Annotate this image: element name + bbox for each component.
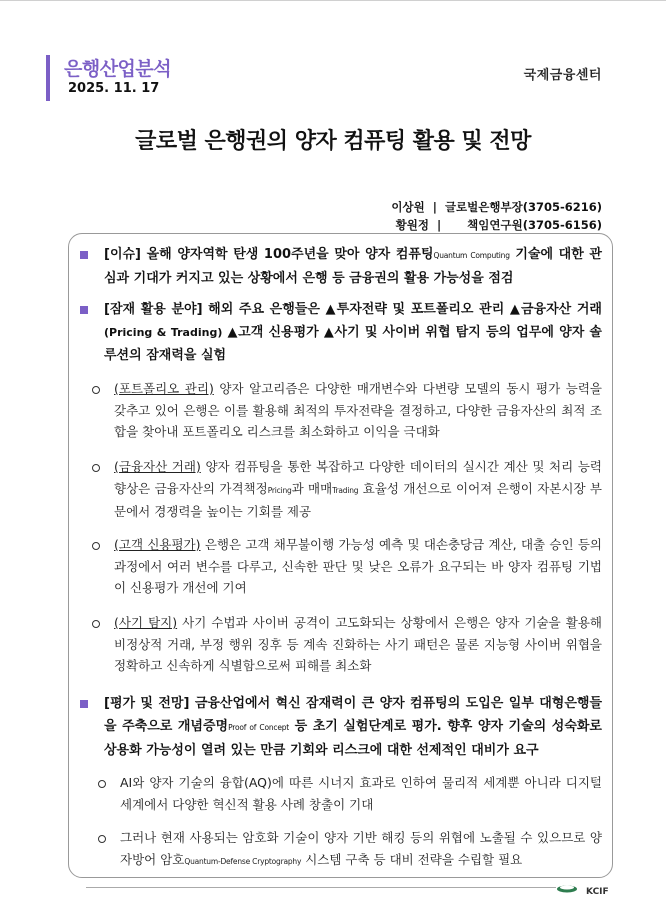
bullet-credit bbox=[114, 534, 602, 599]
author-dept: 글로벌은행부장(3705-6216) bbox=[444, 200, 602, 214]
author-block bbox=[391, 198, 602, 234]
bullet-text: 효율성 개선으로 이어져 은행이 자본시장 부문에서 경쟁력을 높이는 기회를 제공 bbox=[114, 480, 602, 519]
outlook-text: 등 초기 실험단계로 평가. 향후 양자 기술의 성숙화로 상용화 가능성이 열려 있는 만큼 기회와 리스크에 대한 선제적인 대비가 요구 bbox=[104, 719, 602, 758]
author-row: 황원정 | 책임연구원(3705-6156) bbox=[395, 218, 602, 232]
outlook-bullet-ai bbox=[120, 772, 602, 815]
issue-text: 기술에 대한 관심과 기대가 커지고 있는 상황에서 은행 등 금융권의 활용 가능성을 점검 bbox=[104, 247, 602, 286]
square-bullet-icon bbox=[80, 306, 88, 314]
summary-issue bbox=[104, 243, 602, 290]
potential-paren: (Pricing & Trading) bbox=[104, 326, 223, 339]
outlook-text: 금융산업에서 혁신 잠재력이 큰 양자 컴퓨팅의 도입은 일부 대형은행들을 주축으로 개념증명 bbox=[104, 696, 602, 734]
author-name: 이상원 bbox=[391, 200, 425, 214]
potential-text: 해외 주요 은행들은 ▲투자전략 및 포트폴리오 관리 ▲금융자산 거래 bbox=[202, 302, 602, 317]
outlook-term: Proof of Concept bbox=[228, 723, 290, 732]
circle-bullet-icon bbox=[92, 542, 100, 550]
circle-bullet-icon bbox=[92, 464, 100, 472]
bullet-trading bbox=[114, 456, 602, 523]
footer-rule bbox=[86, 887, 556, 888]
potential-tag: [잠재 활용 분야] bbox=[104, 302, 203, 317]
crypto-term: Quantum-Defense Cryptography bbox=[184, 856, 302, 866]
organization-name: 국제금융센터 bbox=[523, 68, 602, 83]
outlook-tag: [평가 및 전망] bbox=[104, 696, 190, 711]
bullet-text: 양자 컴퓨팅을 통한 복잡하고 다양한 데이터의 실시간 계산 및 처리 능력 향상은 금융자산의 가격책정 bbox=[114, 459, 602, 496]
summary-potential bbox=[104, 298, 602, 367]
bullet-portfolio bbox=[114, 378, 602, 443]
author-row: 이상원 | 글로벌은행부장(3705-6216) bbox=[391, 200, 602, 214]
bullet-text: 그러나 현재 사용되는 암호화 기술이 양자 기반 해킹 등의 위협에 노출될 수 있으므로 양자방어 암호 bbox=[120, 830, 602, 867]
bullet-fraud bbox=[114, 612, 602, 677]
issue-term: Quantum Computing bbox=[433, 251, 510, 260]
author-dept: 책임연구원(3705-6156) bbox=[467, 218, 602, 232]
pricing-term: Pricing bbox=[267, 485, 292, 495]
circle-bullet-icon bbox=[92, 620, 100, 628]
report-title: 글로벌 은행권의 양자 컴퓨팅 활용 및 전망 bbox=[135, 129, 531, 154]
potential-text: ▲고객 신용평가 ▲사기 및 사이버 위협 탐지 등의 업무에 양자 솔루션의 잠재력을 실험 bbox=[104, 325, 602, 363]
report-date: 2025. 11. 17 bbox=[68, 81, 160, 96]
top-rule bbox=[0, 0, 666, 1]
issue-tag: [이슈] bbox=[104, 247, 141, 262]
footer-brand: KCIF bbox=[586, 887, 609, 897]
bullet-text: 양자 알고리즘은 다양한 매개변수와 다변량 모델의 동시 평가 능력을 갖추고 있어 은행은 이를 활용해 최적의 투자전략을 결정하고, 다양한 금융자산의 최적 조합을 찾아내 포트폴리오 리스크를 최소화하고 이익을 극대화 bbox=[114, 381, 602, 439]
outlook-bullet-crypto bbox=[120, 827, 602, 872]
circle-bullet-icon bbox=[98, 835, 106, 843]
bullet-tag: (금융자산 거래) bbox=[114, 459, 201, 474]
square-bullet-icon bbox=[80, 700, 88, 708]
issue-text: 올해 양자역학 탄생 100주년을 맞아 양자 컴퓨팅 bbox=[141, 247, 434, 262]
bullet-text: 과 매매 bbox=[291, 480, 333, 496]
trading-term: Trading bbox=[332, 485, 359, 495]
square-bullet-icon bbox=[80, 251, 88, 259]
bullet-text: 시스템 구축 등 대비 전략을 수립할 필요 bbox=[301, 851, 523, 867]
bullet-text: 사기 수법과 사이버 공격이 고도화되는 상황에서 은행은 양자 기술을 활용해 비정상적 거래, 부정 행위 징후 등 계속 진화하는 사기 패턴은 물론 지능형 사이버 위협을 정확하고 신속하게 식별함으로써 피해를 최소화 bbox=[114, 615, 602, 673]
bullet-tag: (포트폴리오 관리) bbox=[114, 381, 214, 396]
summary-outlook bbox=[104, 692, 602, 762]
header-accent-bar bbox=[46, 55, 50, 101]
bullet-text: 은행은 고객 채무불이행 가능성 예측 및 대손충당금 계산, 대출 승인 등의 과정에서 여러 변수를 다루고, 신속한 판단 및 낮은 오류가 요구되는 바 양자 컴퓨팅 기법이 신용평가 개선에 기여 bbox=[114, 537, 602, 595]
bullet-tag: (사기 탐지) bbox=[114, 615, 178, 630]
kcif-logo-icon bbox=[556, 883, 578, 893]
circle-bullet-icon bbox=[98, 780, 106, 788]
circle-bullet-icon bbox=[92, 386, 100, 394]
bullet-text: AI와 양자 기술의 융합(AQ)에 따른 시너지 효과로 인하여 물리적 세계뿐 아니라 디지털 세계에서 다양한 혁신적 활용 사례 창출이 기대 bbox=[120, 775, 602, 812]
author-name: 황원정 bbox=[395, 218, 429, 232]
report-category: 은행산업분석 bbox=[64, 58, 172, 80]
bullet-tag: (고객 신용평가) bbox=[114, 537, 201, 552]
